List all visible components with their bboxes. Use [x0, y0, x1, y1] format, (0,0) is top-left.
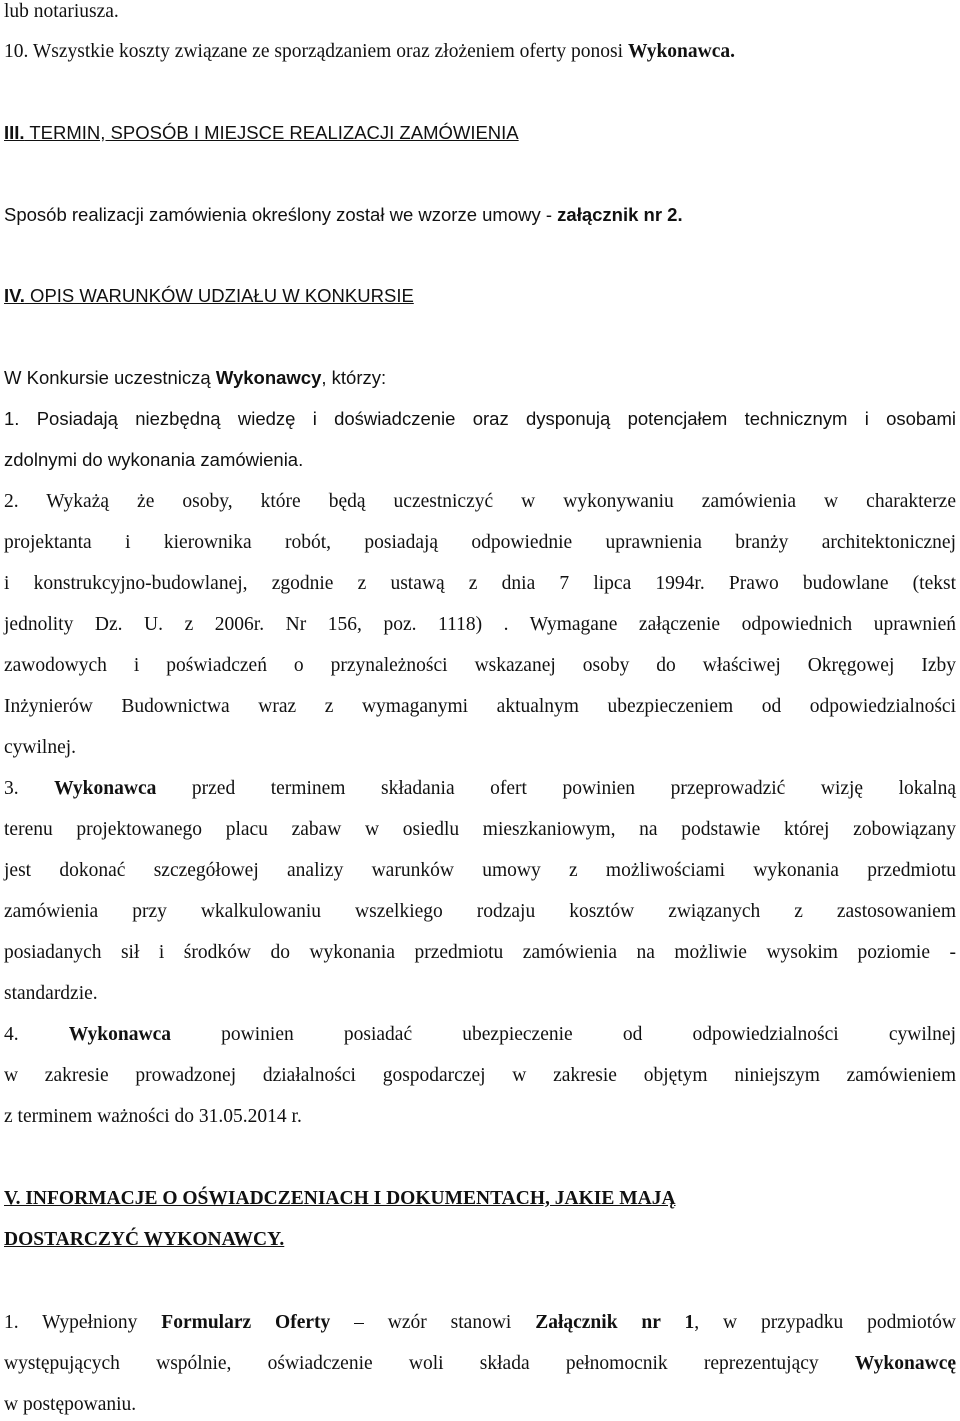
text: standardzie. — [4, 983, 98, 1004]
text-line — [4, 697, 956, 717]
bold-text: Wykonawcę — [854, 1353, 956, 1374]
section-heading-v-continued — [4, 1230, 956, 1250]
list-item-10 — [4, 42, 956, 62]
text-line — [4, 615, 956, 635]
section-heading-v — [4, 1189, 956, 1209]
text-line — [4, 943, 956, 963]
list-item-2 — [4, 492, 956, 512]
text: Sposób realizacji zamówienia określony został we wzorze umowy - — [4, 204, 558, 225]
text: 10. Wszystkie koszty związane ze sporządzaniem oraz złożeniem oferty ponosi — [4, 41, 628, 62]
text: w zakresie prowadzonej działalności gospodarczej w zakresie objętym niniejszym zamówieniem — [4, 1065, 956, 1086]
text: , w przypadku podmiotów — [694, 1312, 956, 1333]
text: jednolity Dz. U. z 2006r. Nr 156, poz. 1118) . Wymagane załączenie odpowiednich uprawnień — [4, 614, 956, 635]
text: zawodowych i poświadczeń o przynależności wskazanej osoby do właściwej Okręgowej Izby — [4, 655, 956, 676]
text: 3. — [4, 778, 55, 799]
text-line — [4, 533, 956, 553]
text: Inżynierów Budownictwa wraz z wymaganymi aktualnym ubezpieczeniem od odpowiedzialności — [4, 696, 956, 717]
text: W Konkursie uczestniczą — [4, 367, 216, 388]
text: przed terminem składania ofert powinien przeprowadzić wizję lokalną — [156, 778, 957, 799]
text: występujących wspólnie, oświadczenie woli składa pełnomocnik reprezentujący — [4, 1353, 855, 1374]
section-heading-iii — [4, 124, 956, 143]
text: w postępowaniu. — [4, 1394, 137, 1415]
text-line — [4, 451, 956, 470]
bold-text: Wykonawca — [68, 1024, 171, 1045]
text-line — [4, 1354, 956, 1374]
list-item-3 — [4, 779, 956, 799]
text: zamówienia przy wkalkulowaniu wszelkiego rodzaju kosztów związanych z zastosowaniem — [4, 901, 956, 922]
section-heading-iv — [4, 287, 956, 306]
text: lub notariusza. — [4, 1, 119, 22]
text: projektanta i kierownika robót, posiadają odpowiednie uprawnienia branży architektonicznej — [4, 532, 956, 553]
text: 1. Wypełniony — [4, 1312, 162, 1333]
bold-text: Wykonawcy — [215, 367, 322, 388]
bold-text: załącznik nr 2. — [557, 204, 683, 225]
section-title: OPIS WARUNKÓW UDZIAŁU W KONKURSIE — [24, 285, 414, 306]
text: 2. Wykażą że osoby, które będą uczestniczyć w wykonywaniu zamówienia w charakterze — [4, 491, 956, 512]
text: jest dokonać szczegółowej analizy warunków umowy z możliwościami wykonania przedmiotu — [4, 860, 956, 881]
text: 1. Posiadają niezbędną wiedzę i doświadczenie oraz dysponują potencjałem technicznym i osobami — [4, 408, 956, 429]
text-line — [4, 1107, 956, 1127]
bold-text: Załącznik nr 1 — [535, 1312, 695, 1333]
bold-text: Wykonawca — [54, 778, 157, 799]
text: , którzy: — [321, 367, 387, 388]
text-line — [4, 861, 956, 881]
text: zdolnymi do wykonania zamówienia. — [4, 449, 304, 470]
list-item-4 — [4, 1025, 956, 1045]
section-number: III. — [4, 122, 25, 143]
section-title: TERMIN, SPOSÓB I MIEJSCE REALIZACJI ZAMÓWIENIA — [24, 122, 519, 143]
text-line — [4, 574, 956, 594]
text-line — [4, 820, 956, 840]
bold-text: Wykonawca. — [627, 41, 736, 62]
text-line — [4, 1395, 956, 1415]
text: powinien posiadać ubezpieczenie od odpowiedzialności cywilnej — [171, 1024, 956, 1045]
text: cywilnej. — [4, 737, 77, 758]
section-number: IV. — [4, 285, 25, 306]
text-line — [4, 984, 956, 1004]
text-line — [4, 1066, 956, 1086]
bold-text: Formularz Oferty — [161, 1312, 331, 1333]
text: posiadanych sił i środków do wykonania przedmiotu zamówienia na możliwie wysokim poziomie - — [4, 942, 956, 963]
text: 4. — [4, 1024, 69, 1045]
list-item-1 — [4, 410, 956, 429]
text: – wzór stanowi — [330, 1312, 536, 1333]
text: terenu projektowanego placu zabaw w osiedlu mieszkaniowym, na podstawie której zobowiązany — [4, 819, 956, 840]
text-line — [4, 656, 956, 676]
text: i konstrukcyjno-budowlanej, zgodnie z ustawą z dnia 7 lipca 1994r. Prawo budowlane (tekst — [4, 573, 956, 594]
text-line — [4, 2, 956, 22]
text-line — [4, 738, 956, 758]
text-line — [4, 902, 956, 922]
list-item-1 — [4, 1313, 956, 1333]
paragraph — [4, 206, 956, 225]
section-title: V. INFORMACJE O OŚWIADCZENIACH I DOKUMENTACH, JAKIE MAJĄ — [4, 1188, 676, 1209]
section-title: DOSTARCZYĆ WYKONAWCY. — [4, 1229, 285, 1250]
text: z terminem ważności do 31.05.2014 r. — [4, 1106, 302, 1127]
paragraph — [4, 369, 956, 388]
